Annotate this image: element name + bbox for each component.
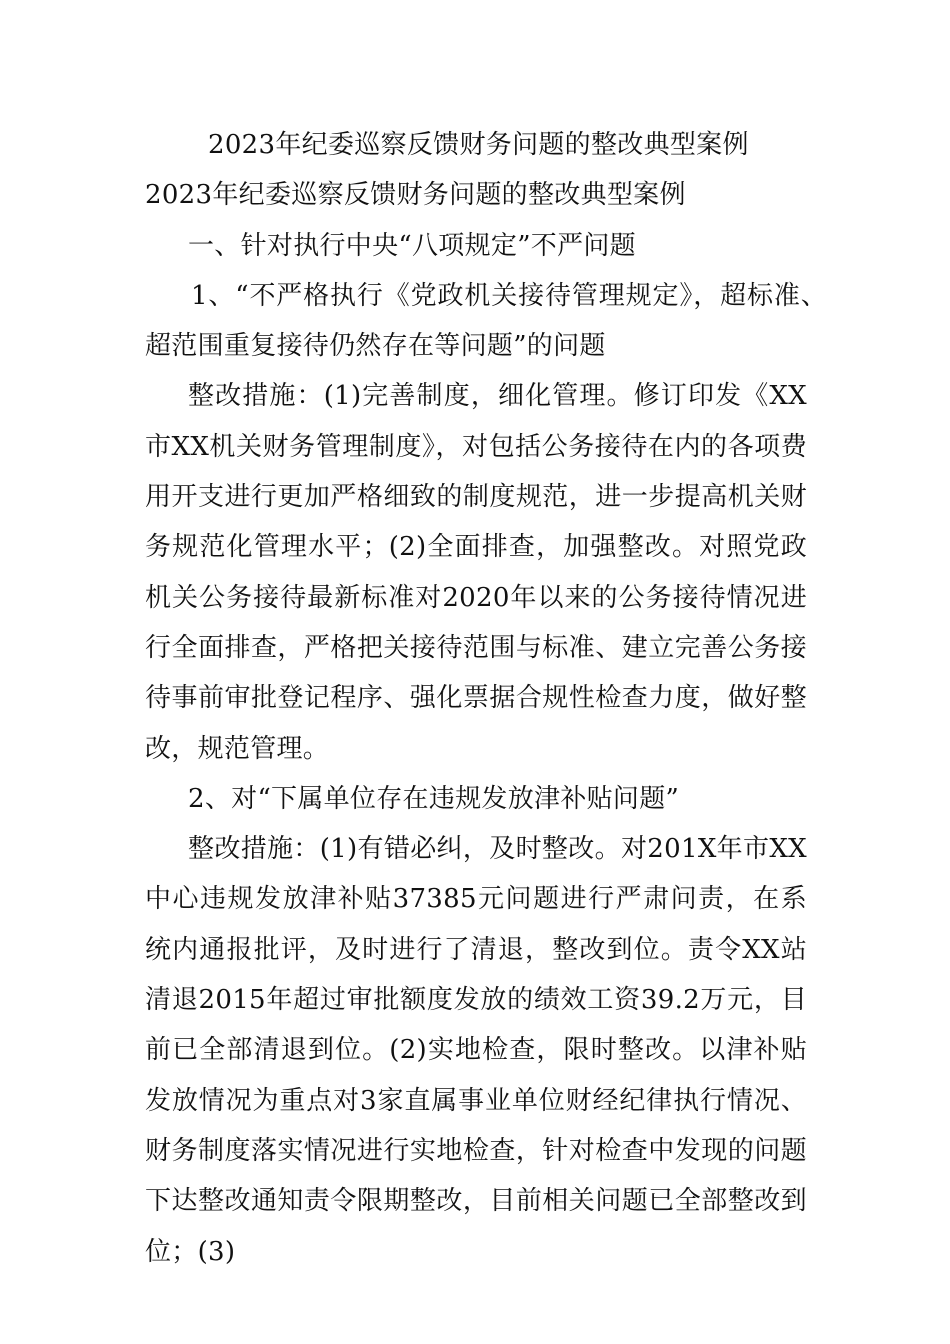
document-subtitle: 2023年纪委巡察反馈财务问题的整改典型案例 <box>145 180 686 211</box>
document-body <box>145 120 827 1277</box>
item-2-heading: 2、对“下属单位存在违规发放津补贴问题” <box>188 783 680 814</box>
item-1-heading: 1、“不严格执行《党政机关接待管理规定》，超标准、超范围重复接待仍然存在等问题”的问题 <box>145 280 827 362</box>
section-heading-1: 一、针对执行中央“八项规定”不严问题 <box>188 230 636 261</box>
item-2-measures: 整改措施：(1)有错必纠，及时整改。对201X年市XX中心违规发放津补贴37385元问题进行严肃问责，在系统内通报批评，及时进行了清退，整改到位。责令XX站清退2015年超过审批额度发放的绩效工资39.2万元，目前已全部清退到位。(2)实地检查，限时整改。以津补贴发放情况为重点对3家直属事业单位财经纪律执行情况、财务制度落实情况进行实地检查，针对检查中发现的问题下达整改通知责令限期整改，目前相关问题已全部整改到位；(3) <box>145 834 807 1267</box>
document-title: 2023年纪委巡察反馈财务问题的整改典型案例 <box>208 130 749 160</box>
item-1-measures: 整改措施：(1)完善制度，细化管理。修订印发《XX市XX机关财务管理制度》，对包括公务接待在内的各项费用开支进行更加严格细致的制度规范，进一步提高机关财务规范化管理水平；(2)全面排查，加强整改。对照党政机关公务接待最新标准对2020年以来的公务接待情况进行全面排查，严格把关接待范围与标准、建立完善公务接待事前审批登记程序、强化票据合规性检查力度，做好整改，规范管理。 <box>145 381 807 764</box>
